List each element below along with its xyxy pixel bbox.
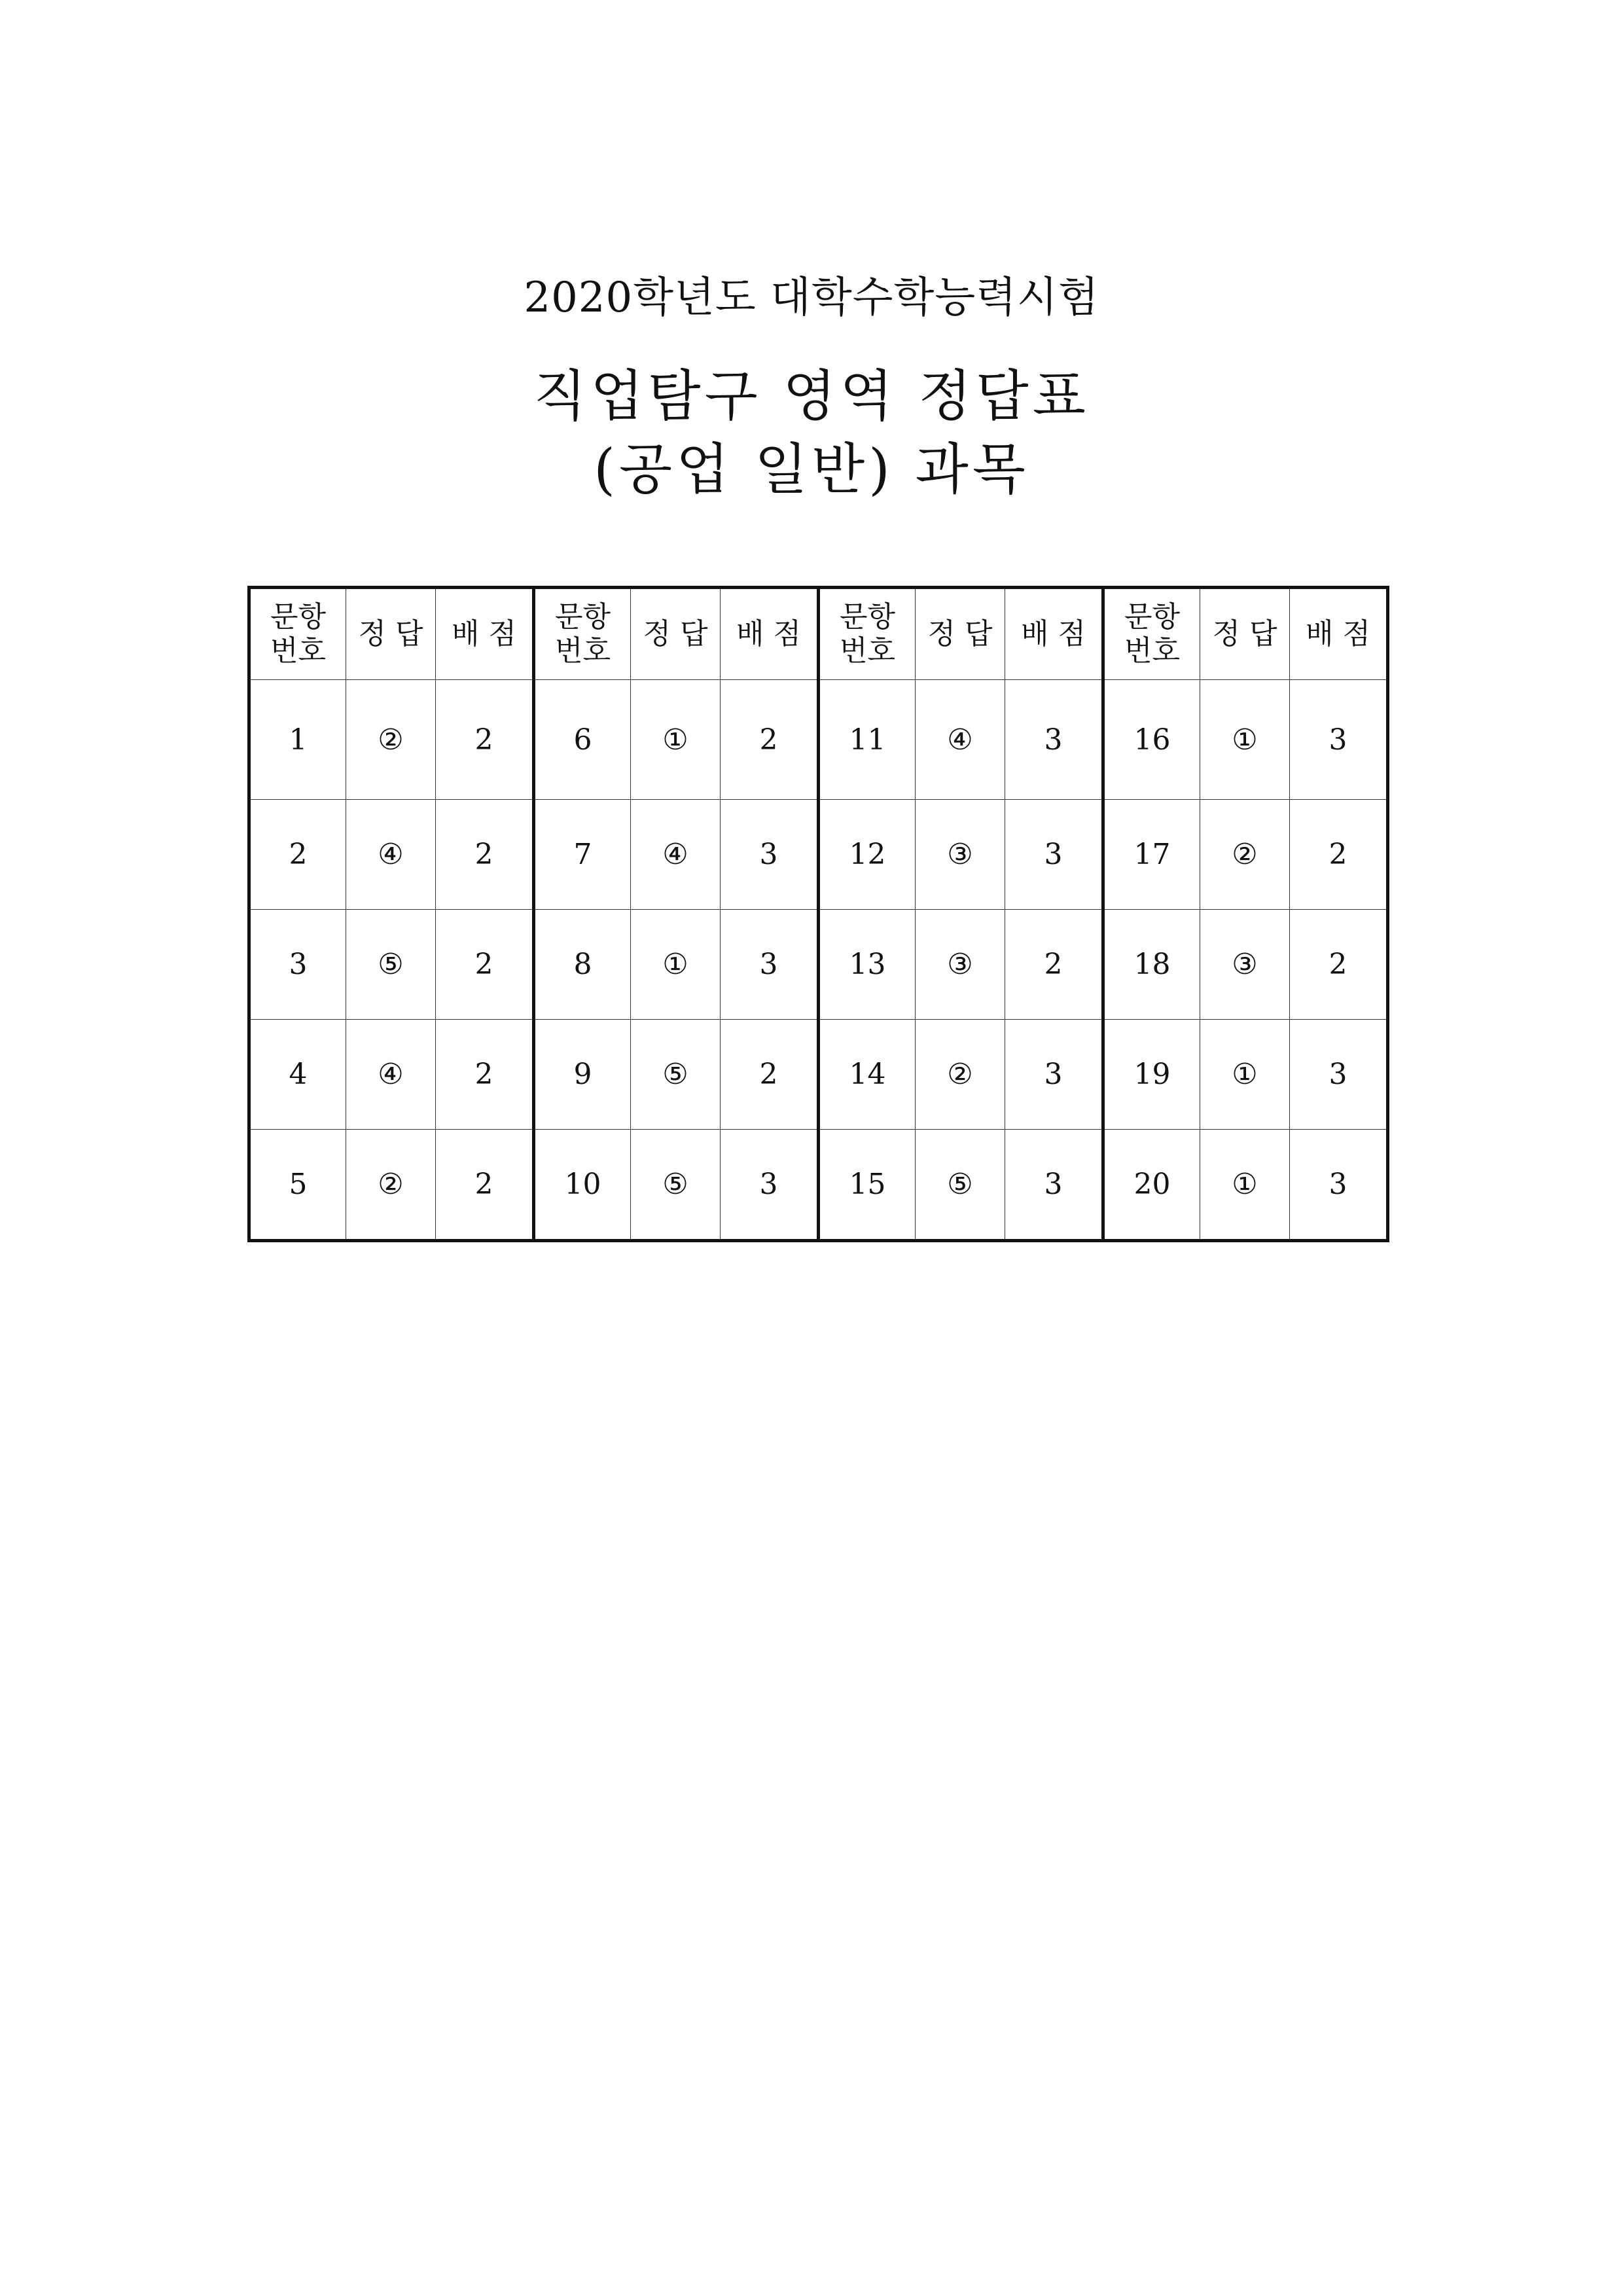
- question-number-cell: 7: [534, 800, 631, 910]
- answer-cell: ②: [346, 1130, 436, 1241]
- answer-cell: ⑤: [631, 1020, 721, 1130]
- points-cell: 3: [721, 800, 819, 910]
- points-cell: 2: [721, 1020, 819, 1130]
- table-row: [249, 800, 1388, 910]
- table-row: [249, 910, 1388, 1020]
- header-question-number-line: 번호: [1124, 634, 1180, 668]
- question-number-cell: 12: [819, 800, 916, 910]
- question-number-cell: 2: [249, 800, 346, 910]
- header-question-number: [819, 588, 916, 680]
- answer-cell: ③: [1200, 910, 1290, 1020]
- header-answer: 정 답: [916, 588, 1005, 680]
- points-cell: 2: [721, 680, 819, 800]
- points-cell: 3: [1005, 1020, 1103, 1130]
- header-points: 배 점: [1290, 588, 1388, 680]
- header-question-number-line: 번호: [554, 634, 611, 668]
- question-number-cell: 20: [1103, 1130, 1200, 1241]
- points-cell: 2: [1005, 910, 1103, 1020]
- answer-cell: ①: [1200, 1130, 1290, 1241]
- points-cell: 2: [436, 680, 534, 800]
- answer-cell: ④: [631, 800, 721, 910]
- answer-cell: ①: [1200, 680, 1290, 800]
- answer-cell: ④: [346, 1020, 436, 1130]
- points-cell: 2: [1290, 910, 1388, 1020]
- subject-title: (공업 일반) 과목: [594, 437, 1029, 501]
- question-number-cell: 6: [534, 680, 631, 800]
- header-answer: 정 답: [1200, 588, 1290, 680]
- answer-cell: ①: [631, 680, 721, 800]
- question-number-cell: 8: [534, 910, 631, 1020]
- answer-key-table: [247, 586, 1389, 1242]
- header-question-number-line: 문항: [1124, 600, 1180, 634]
- points-cell: 3: [721, 910, 819, 1020]
- answer-cell: ④: [916, 680, 1005, 800]
- answer-sheet-title: 직업탐구 영역 정답표: [533, 364, 1090, 428]
- answer-cell: ①: [1200, 1020, 1290, 1130]
- points-cell: 3: [1290, 680, 1388, 800]
- header-answer: 정 답: [631, 588, 721, 680]
- exam-title: 2020학년도 대학수학능력시험: [524, 274, 1099, 322]
- header-question-number: [1103, 588, 1200, 680]
- points-cell: 2: [436, 800, 534, 910]
- question-number-cell: 16: [1103, 680, 1200, 800]
- header-points: 배 점: [721, 588, 819, 680]
- header-question-number-line: 문항: [270, 600, 326, 634]
- question-number-cell: 14: [819, 1020, 916, 1130]
- question-number-cell: 1: [249, 680, 346, 800]
- question-number-cell: 10: [534, 1130, 631, 1241]
- question-number-cell: 9: [534, 1020, 631, 1130]
- question-number-cell: 3: [249, 910, 346, 1020]
- question-number-cell: 15: [819, 1130, 916, 1241]
- answer-cell: ③: [916, 800, 1005, 910]
- points-cell: 2: [1290, 800, 1388, 910]
- answer-cell: ⑤: [916, 1130, 1005, 1241]
- answer-cell: ⑤: [346, 910, 436, 1020]
- question-number-cell: 17: [1103, 800, 1200, 910]
- question-number-cell: 11: [819, 680, 916, 800]
- answer-cell: ②: [346, 680, 436, 800]
- table-row: [249, 1130, 1388, 1241]
- header-points: 배 점: [1005, 588, 1103, 680]
- answer-cell: ①: [631, 910, 721, 1020]
- answer-cell: ②: [916, 1020, 1005, 1130]
- points-cell: 2: [436, 1130, 534, 1241]
- answer-cell: ③: [916, 910, 1005, 1020]
- header-question-number: [534, 588, 631, 680]
- header-question-number-line: 번호: [839, 634, 895, 668]
- points-cell: 3: [721, 1130, 819, 1241]
- points-cell: 3: [1005, 680, 1103, 800]
- points-cell: 3: [1005, 1130, 1103, 1241]
- header-question-number-line: 번호: [270, 634, 326, 668]
- answer-cell: ②: [1200, 800, 1290, 910]
- header-answer: 정 답: [346, 588, 436, 680]
- header-question-number-line: 문항: [554, 600, 611, 634]
- table-row: [249, 1020, 1388, 1130]
- header-question-number: [249, 588, 346, 680]
- table-header-row: [249, 588, 1388, 680]
- answer-cell: ④: [346, 800, 436, 910]
- question-number-cell: 4: [249, 1020, 346, 1130]
- question-number-cell: 19: [1103, 1020, 1200, 1130]
- answer-cell: ⑤: [631, 1130, 721, 1241]
- points-cell: 3: [1290, 1020, 1388, 1130]
- points-cell: 3: [1290, 1130, 1388, 1241]
- question-number-cell: 18: [1103, 910, 1200, 1020]
- table-row: [249, 680, 1388, 800]
- points-cell: 2: [436, 910, 534, 1020]
- points-cell: 3: [1005, 800, 1103, 910]
- question-number-cell: 13: [819, 910, 916, 1020]
- question-number-cell: 5: [249, 1130, 346, 1241]
- header-points: 배 점: [436, 588, 534, 680]
- header-question-number-line: 문항: [839, 600, 895, 634]
- points-cell: 2: [436, 1020, 534, 1130]
